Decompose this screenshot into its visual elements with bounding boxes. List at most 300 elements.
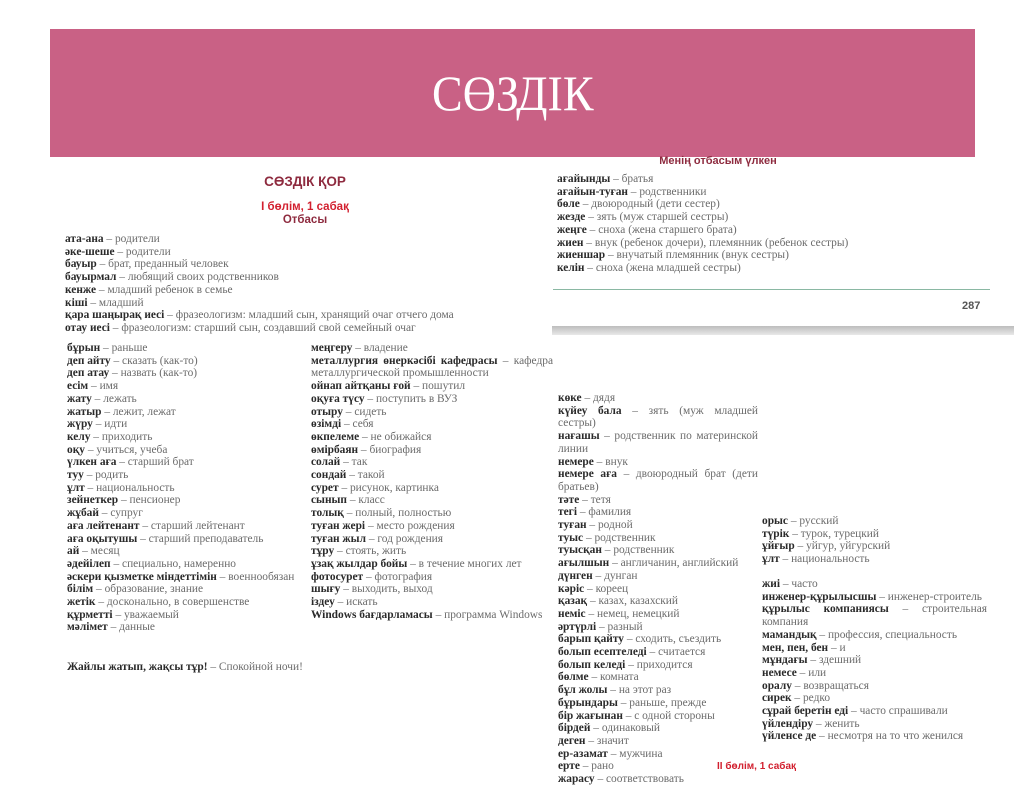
entry-term: бірдей: [558, 722, 591, 735]
dictionary-entry: кіші – младший: [65, 296, 144, 309]
entry-definition: родственник: [613, 544, 675, 557]
entry-term: әртүрлі: [558, 620, 597, 633]
dictionary-entry: туған жері – место рождения: [311, 519, 455, 532]
entry-term: ойнап айтқаны ғой: [311, 380, 411, 393]
entry-term: бөлме: [558, 671, 589, 684]
dictionary-entry: бауырмал – любящий своих родственников: [65, 271, 279, 284]
dictionary-entry: ағайын-туған – родственники: [557, 185, 707, 198]
entry-definition: старший преподаватель: [148, 532, 264, 545]
entry-definition: или: [808, 666, 827, 679]
dictionary-entry: іздеу – искать: [311, 596, 378, 609]
dictionary-entry: неміс – немец, немецкий: [558, 607, 680, 620]
dictionary-entry: өзімді – себя: [311, 418, 374, 431]
dictionary-entry: үйлендіру – женить: [762, 717, 860, 730]
entry-definition: место рождения: [376, 519, 455, 532]
dictionary-entry: болып есептеледі – считается: [558, 646, 706, 659]
dictionary-entry: солай – так: [311, 456, 368, 469]
entry-term: бұрын: [67, 342, 101, 354]
page-edge-shadow: [552, 326, 1014, 335]
entry-definition: родственник: [594, 531, 656, 544]
entry-definition: значит: [596, 734, 629, 747]
entry-term: толық: [311, 507, 344, 520]
entry-definition: месяц: [90, 545, 120, 558]
entry-definition: фамилия: [588, 506, 632, 519]
dictionary-entry: мен, пен, бен – и: [762, 641, 846, 654]
dictionary-entry: ұйғыр – уйгур, уйгурский: [762, 540, 891, 553]
dictionary-entry: өмірбаян – биография: [311, 443, 422, 456]
entry-definition: биография: [369, 443, 422, 456]
slide-title-bar: [50, 29, 975, 157]
dictionary-entry: бұл жолы – на этот раз: [558, 684, 672, 697]
entry-definition: тетя: [590, 493, 611, 506]
entry-definition: на этот раз: [618, 684, 672, 697]
page-number: 287: [962, 300, 981, 312]
entry-term: жатыр: [67, 405, 102, 418]
entry-definition: себя: [352, 418, 374, 431]
entry-term: отыру: [311, 405, 343, 418]
closing-def: Спокойной ночи!: [218, 661, 303, 673]
entry-definition: рано: [591, 760, 614, 773]
lesson-label: [205, 201, 405, 227]
dictionary-entry: жиен – внук (ребенок дочери), племянник (ребенок сестры): [557, 236, 849, 249]
entry-definition: двоюродный (дети сестер): [591, 198, 720, 211]
dictionary-entry: жетік – досконально, в совершенстве: [67, 596, 250, 609]
entry-definition: дядя: [592, 392, 616, 404]
entry-term: туысқан: [558, 544, 602, 557]
entry-term: ата-ана: [65, 233, 104, 245]
entry-term: мен, пен, бен: [762, 641, 829, 654]
entry-definition: родной: [597, 519, 633, 532]
entry-term: кіші: [65, 296, 88, 309]
dictionary-entry: тегі – фамилия: [558, 506, 632, 519]
dictionary-entry: бұрын – раньше: [67, 342, 148, 354]
entry-definition: сноха (жена младшей сестры): [595, 261, 741, 274]
entry-definition: владение: [363, 342, 408, 354]
dictionary-entry: бауыр – брат, преданный человек: [65, 258, 229, 271]
entry-definition: супруг: [110, 507, 143, 520]
entry-definition: поступить в ВУЗ: [375, 392, 458, 405]
right-column-2-nationalities: [762, 515, 987, 566]
entry-term: болып есептеледі: [558, 646, 647, 659]
right-top-scan: [553, 155, 1013, 275]
entry-definition: уйгур, уйгурский: [806, 540, 891, 553]
dictionary-entry: барып қайту – сходить, съездить: [558, 633, 722, 646]
entry-term: сондай: [311, 469, 347, 482]
dictionary-entry: инженер-құрылысшы – инженер-строитель: [762, 590, 982, 603]
entry-definition: родители: [114, 233, 160, 245]
entry-term: жиеншар: [557, 249, 606, 262]
entry-term: есім: [67, 380, 89, 393]
dictionary-entry: туған жыл – год рождения: [311, 532, 444, 545]
entry-term: Windows бағдарламасы: [311, 608, 433, 621]
dictionary-entry: келін – сноха (жена младшей сестры): [557, 261, 741, 274]
entry-term: жетік: [67, 596, 96, 609]
entry-definition: внучатый племянник (внук сестры): [616, 249, 789, 262]
dictionary-entry: ер-азамат – мужчина: [558, 747, 663, 760]
entry-definition: часто: [791, 578, 818, 590]
entry-term: оқуға түсу: [311, 392, 365, 405]
entry-definition: военнообязан: [228, 570, 295, 583]
entry-definition: раньше: [111, 342, 148, 354]
entry-definition: кафедра металлургической промышленности: [311, 354, 553, 380]
dictionary-entry: туған – родной: [558, 519, 633, 532]
entry-definition: двоюродный брат (дети братьев): [558, 468, 758, 493]
entry-definition: фразеологизм: старший сын, создавший свой семейный очаг: [121, 321, 416, 334]
dictionary-entry: ай – месяц: [67, 545, 120, 558]
entry-term: ұлт: [762, 553, 780, 566]
entry-term: мамандық: [762, 628, 817, 641]
entry-term: жеңге: [557, 223, 587, 236]
entry-term: үйленсе де: [762, 730, 817, 743]
dictionary-entry: немере – внук: [558, 455, 628, 468]
entry-term: бұл жолы: [558, 684, 608, 697]
entry-term: үлкен аға: [67, 456, 117, 469]
entry-term: туыс: [558, 531, 584, 544]
entry-term: болып келеді: [558, 658, 626, 671]
entry-definition: инженер-строитель: [887, 590, 982, 603]
left-column-1: [67, 342, 302, 634]
dictionary-entry: туыс – родственник: [558, 531, 656, 544]
entry-term: бауыр: [65, 258, 97, 271]
entry-term: құрметті: [67, 608, 113, 621]
entry-term: зейнеткер: [67, 494, 119, 507]
entry-term: келу: [67, 430, 91, 443]
entry-term: деген: [558, 734, 586, 747]
entry-term: туған жыл: [311, 532, 366, 545]
entry-definition: стоять, жить: [345, 545, 407, 558]
entry-definition: старший брат: [127, 456, 194, 469]
dictionary-entry: немесе – или: [762, 666, 827, 679]
entry-term: ұйғыр: [762, 540, 795, 553]
entry-term: тегі: [558, 506, 577, 519]
entry-definition: младший: [98, 296, 144, 309]
dictionary-entry: шығу – выходить, выход: [311, 583, 433, 596]
entry-term: барып қайту: [558, 633, 624, 646]
entry-definition: с одной стороны: [634, 709, 715, 722]
entry-definition: старший лейтенант: [150, 519, 245, 532]
entry-term: келін: [557, 261, 585, 274]
dictionary-entry: орыс – русский: [762, 515, 839, 527]
entry-definition: профессия, специальность: [827, 628, 958, 641]
entry-definition: фразеологизм: младший сын, хранящий очаг отчего дома: [175, 309, 454, 322]
entry-definition: уважаемый: [123, 608, 179, 621]
entry-term: туған: [558, 519, 587, 532]
entry-term: түрік: [762, 527, 790, 540]
entry-term: іздеу: [311, 596, 335, 609]
entry-definition: данные: [119, 621, 155, 634]
entry-definition: идти: [104, 418, 128, 431]
entry-term: үйлендіру: [762, 717, 814, 730]
entry-term: бауырмал: [65, 271, 117, 284]
dictionary-entry: білім – образование, знание: [67, 583, 204, 596]
entry-definition: лежит, лежат: [112, 405, 176, 418]
entry-definition: дунган: [604, 569, 638, 582]
entry-definition: приходится: [636, 658, 693, 671]
entry-term: тәте: [558, 493, 580, 506]
entry-term: жұбай: [67, 507, 99, 520]
entry-term: мәлімет: [67, 621, 108, 634]
entry-definition: турок, турецкий: [800, 527, 879, 540]
entry-definition: мужчина: [619, 747, 663, 760]
entry-term: дүнген: [558, 569, 593, 582]
entry-term: жүру: [67, 418, 93, 431]
entry-definition: родственники: [639, 185, 707, 198]
dictionary-entry: бірдей – одинаковый: [558, 722, 661, 735]
entry-definition: разный: [607, 620, 643, 633]
dictionary-entry: жүру – идти: [67, 418, 128, 431]
entry-definition: имя: [99, 380, 119, 393]
dictionary-entry: кенже – младший ребенок в семье: [65, 283, 233, 296]
entry-definition: родственник по материнской линии: [558, 430, 758, 455]
dictionary-entry: немере аға – двоюродный брат (дети братьев): [558, 468, 758, 493]
entry-definition: так: [351, 456, 368, 469]
entry-definition: сидеть: [354, 405, 387, 418]
entry-definition: немец, немецкий: [597, 607, 680, 620]
dictionary-entry: отыру – сидеть: [311, 405, 387, 418]
vocabulary-heading: СӨЗДІК ҚОР: [264, 174, 346, 189]
entry-definition: кореец: [595, 582, 629, 595]
dictionary-entry: есім – имя: [67, 380, 119, 393]
dictionary-entry: зейнеткер – пенсионер: [67, 494, 181, 507]
entry-term: сурет: [311, 481, 339, 494]
entry-term: сұрай беретін еді: [762, 705, 849, 718]
dictionary-entry: металлургия өнеркәсібі кафедрасы – кафедра металлургической промышленности: [311, 354, 553, 380]
left-page-scan: [65, 168, 555, 335]
entry-term: инженер-құрылысшы: [762, 590, 877, 603]
entry-definition: образование, знание: [104, 583, 204, 596]
lesson-topic: Отбасы: [282, 214, 328, 226]
entry-definition: досконально, в совершенстве: [106, 596, 250, 609]
entry-definition: зять (муж младшей сестры): [558, 404, 759, 430]
entry-term: жезде: [557, 211, 586, 224]
entry-definition: лежать: [103, 392, 137, 405]
entry-term: отау иесі: [65, 321, 110, 334]
entry-definition: строительная компания: [762, 603, 987, 629]
dictionary-entry: меңгеру – владение: [311, 342, 408, 354]
entry-term: күйеу бала: [558, 404, 622, 417]
dictionary-entry: жиеншар – внучатый племянник (внук сестры): [557, 249, 789, 262]
dictionary-entry: жарасу – соответствовать: [558, 773, 684, 786]
entry-term: фотосурет: [311, 570, 364, 583]
dictionary-entry: дүнген – дунган: [558, 569, 638, 582]
entry-term: кәріс: [558, 582, 585, 595]
entry-term: кенже: [65, 283, 97, 296]
dictionary-entry: деп атау – назвать (как-то): [67, 367, 198, 380]
entry-term: меңгеру: [311, 342, 353, 354]
entry-term: мұндағы: [762, 654, 808, 667]
entry-definition: раньше, прежде: [629, 696, 707, 709]
entry-definition: фотография: [374, 570, 433, 583]
entry-term: сынып: [311, 494, 347, 507]
entry-definition: рисунок, картинка: [349, 481, 439, 494]
entry-term: бір жағынан: [558, 709, 623, 722]
dictionary-entry: туу – родить: [67, 469, 129, 482]
entry-definition: приходить: [101, 430, 153, 443]
entry-term: немере аға: [558, 468, 617, 481]
entry-term: ай: [67, 545, 80, 558]
entry-term: туу: [67, 469, 84, 482]
dictionary-entry: ойнап айтқаны ғой – пошутил: [311, 380, 466, 393]
entry-term: орыс: [762, 515, 788, 527]
dictionary-entry: жату – лежать: [67, 392, 137, 405]
entry-term: көке: [558, 392, 582, 404]
entry-term: ұзақ жылдар бойы: [311, 557, 408, 570]
dictionary-entry: сондай – такой: [311, 469, 385, 482]
section-heading: Менің отбасым үлкен: [659, 155, 777, 167]
entry-term: қара шаңырақ иесі: [65, 309, 165, 322]
entry-term: ерте: [558, 760, 580, 773]
entry-definition: комната: [600, 671, 639, 684]
entry-term: жату: [67, 392, 92, 405]
entry-definition: родить: [95, 469, 129, 482]
entry-definition: здешний: [818, 654, 862, 667]
entry-definition: соответствовать: [605, 773, 684, 786]
entry-definition: год рождения: [377, 532, 444, 545]
entry-definition: русский: [799, 515, 839, 527]
entry-definition: выходить, выход: [351, 583, 433, 596]
entry-term: нағашы: [558, 430, 600, 443]
dictionary-entry: деген – значит: [558, 734, 629, 747]
entry-definition: любящий своих родственников: [127, 271, 279, 284]
dictionary-entry: тұру – стоять, жить: [311, 545, 407, 558]
dictionary-entry: келу – приходить: [67, 430, 153, 443]
dictionary-entry: жатыр – лежит, лежат: [67, 405, 176, 418]
entry-term: тұру: [311, 545, 335, 558]
dictionary-entry: оқу – учиться, учеба: [67, 443, 168, 456]
entry-definition: англичанин, английский: [620, 557, 739, 570]
entry-definition: внук (ребенок дочери), племянник (ребенок сестры): [594, 236, 849, 249]
dictionary-entry: әке-шеше – родители: [65, 245, 171, 258]
dictionary-entry: ұлт – национальность: [67, 481, 175, 494]
entry-definition: программа Windows: [444, 608, 543, 621]
entry-definition: назвать (как-то): [120, 367, 198, 380]
dictionary-entry: жиі – часто: [762, 578, 818, 590]
entry-term: өзімді: [311, 418, 342, 431]
dictionary-entry: сирек – редко: [762, 692, 831, 705]
dictionary-entry: мұндағы – здешний: [762, 654, 862, 667]
entry-definition: часто спрашивали: [859, 705, 948, 718]
entry-term: өкпелеме: [311, 430, 360, 443]
entry-definition: женить: [824, 717, 860, 730]
dictionary-entry: қара шаңырақ иесі – фразеологизм: младший сын, хранящий очаг отчего дома: [65, 309, 454, 322]
entry-definition: специально, намеренно: [122, 557, 236, 570]
dictionary-entry: ата-ана – родители: [65, 233, 160, 245]
entry-definition: такой: [357, 469, 385, 482]
entry-definition: и: [839, 641, 846, 654]
dictionary-entry: бөле – двоюродный (дети сестер): [557, 198, 720, 211]
entry-term: оралу: [762, 679, 792, 692]
dictionary-entry: аға оқытушы – старший преподаватель: [67, 532, 264, 545]
right-column-1: [558, 392, 758, 786]
dictionary-entry: аға лейтенант – старший лейтенант: [67, 519, 245, 532]
entry-term: туған жері: [311, 519, 366, 532]
entry-definition: пенсионер: [129, 494, 181, 507]
entry-term: солай: [311, 456, 341, 469]
entry-term: әке-шеше: [65, 245, 115, 258]
dictionary-entry: тәте – тетя: [558, 493, 611, 506]
entry-term: өмірбаян: [311, 443, 359, 456]
entry-term: деп атау: [67, 367, 110, 380]
entry-term: шығу: [311, 583, 341, 596]
dictionary-entry: көке – дядя: [558, 392, 616, 404]
left-column-2: [311, 342, 553, 621]
dictionary-entry: үйленсе де – несмотря на то что женился: [762, 730, 964, 743]
entry-term: бөле: [557, 198, 580, 211]
entry-definition: несмотря на то что женился: [827, 730, 964, 743]
entry-term: білім: [67, 583, 94, 596]
dictionary-entry: әдейілеп – специально, намеренно: [67, 557, 236, 570]
entry-term: ағайынды: [557, 173, 611, 185]
right-column-2-misc: [762, 578, 987, 743]
dictionary-entry: сынып – класс: [311, 494, 385, 507]
entry-term: аға лейтенант: [67, 519, 140, 532]
entry-definition: брат, преданный человек: [108, 258, 229, 271]
dictionary-entry: фотосурет – фотография: [311, 570, 433, 583]
entry-term: бұрындары: [558, 696, 618, 709]
entry-definition: редко: [802, 692, 831, 705]
slide-title: СӨЗДІК: [431, 65, 594, 121]
dictionary-entry: ағылшын – англичанин, английский: [558, 557, 739, 570]
entry-term: әдейілеп: [67, 557, 111, 570]
dictionary-entry: Windows бағдарламасы – программа Windows: [311, 608, 543, 621]
dictionary-entry: толық – полный, полностью: [311, 507, 452, 520]
next-lesson-label: ІІ бөлім, 1 сабақ: [717, 761, 797, 772]
dictionary-entry: нағашы – родственник по материнской линии: [558, 430, 758, 455]
dictionary-entry: оралу – возвращаться: [762, 679, 869, 692]
dictionary-entry: өкпелеме – не обижайся: [311, 430, 432, 443]
entry-term: ағылшын: [558, 557, 610, 570]
entry-definition: казах, казахский: [598, 595, 678, 608]
entry-term: қазақ: [558, 595, 588, 608]
dictionary-entry: ағайынды – братья: [557, 173, 654, 185]
entry-definition: младший ребенок в семье: [107, 283, 233, 296]
entry-term: әскери қызметке міндеттімін: [67, 570, 217, 583]
entry-definition: сноха (жена старшего брата): [598, 223, 737, 236]
entry-definition: внук: [605, 455, 628, 468]
entry-definition: национальность: [96, 481, 175, 494]
closing-term: Жайлы жатып, жақсы тұр!: [67, 661, 208, 673]
entry-definition: искать: [346, 596, 378, 609]
entry-term: ағайын-туған: [557, 185, 628, 198]
family-entry-list: [557, 173, 1013, 275]
dictionary-entry: бір жағынан – с одной стороны: [558, 709, 715, 722]
dictionary-entry: әртүрлі – разный: [558, 620, 643, 633]
entry-definition: братья: [621, 173, 654, 185]
dictionary-entry: бөлме – комната: [558, 671, 639, 684]
dictionary-entry: бұрындары – раньше, прежде: [558, 696, 707, 709]
closing-phrase: Жайлы жатып, жақсы тұр! – Спокойной ночи!: [67, 661, 303, 673]
entry-term: жарасу: [558, 773, 595, 786]
entry-term: жиі: [762, 578, 780, 590]
dictionary-entry: жезде – зять (муж старшей сестры): [557, 211, 729, 224]
dictionary-entry: отау иесі – фразеологизм: старший сын, создавший свой семейный очаг: [65, 321, 416, 334]
entry-term: неміс: [558, 607, 586, 620]
entry-definition: считается: [658, 646, 706, 659]
dictionary-entry: ұлт – национальность: [762, 553, 870, 566]
entry-definition: сказать (как-то): [122, 354, 198, 367]
entry-term: оқу: [67, 443, 85, 456]
dictionary-entry: мәлімет – данные: [67, 621, 155, 634]
dictionary-entry: сұрай беретін еді – часто спрашивали: [762, 705, 948, 718]
entry-definition: в течение многих лет: [418, 557, 522, 570]
dictionary-entry: оқуға түсу – поступить в ВУЗ: [311, 392, 458, 405]
dictionary-entry: жеңге – сноха (жена старшего брата): [557, 223, 737, 236]
entry-definition: не обижайся: [370, 430, 432, 443]
entry-term: немере: [558, 455, 594, 468]
entry-definition: пошутил: [422, 380, 466, 393]
entry-term: құрылыс компаниясы: [762, 603, 889, 616]
entry-term: жиен: [557, 236, 584, 249]
